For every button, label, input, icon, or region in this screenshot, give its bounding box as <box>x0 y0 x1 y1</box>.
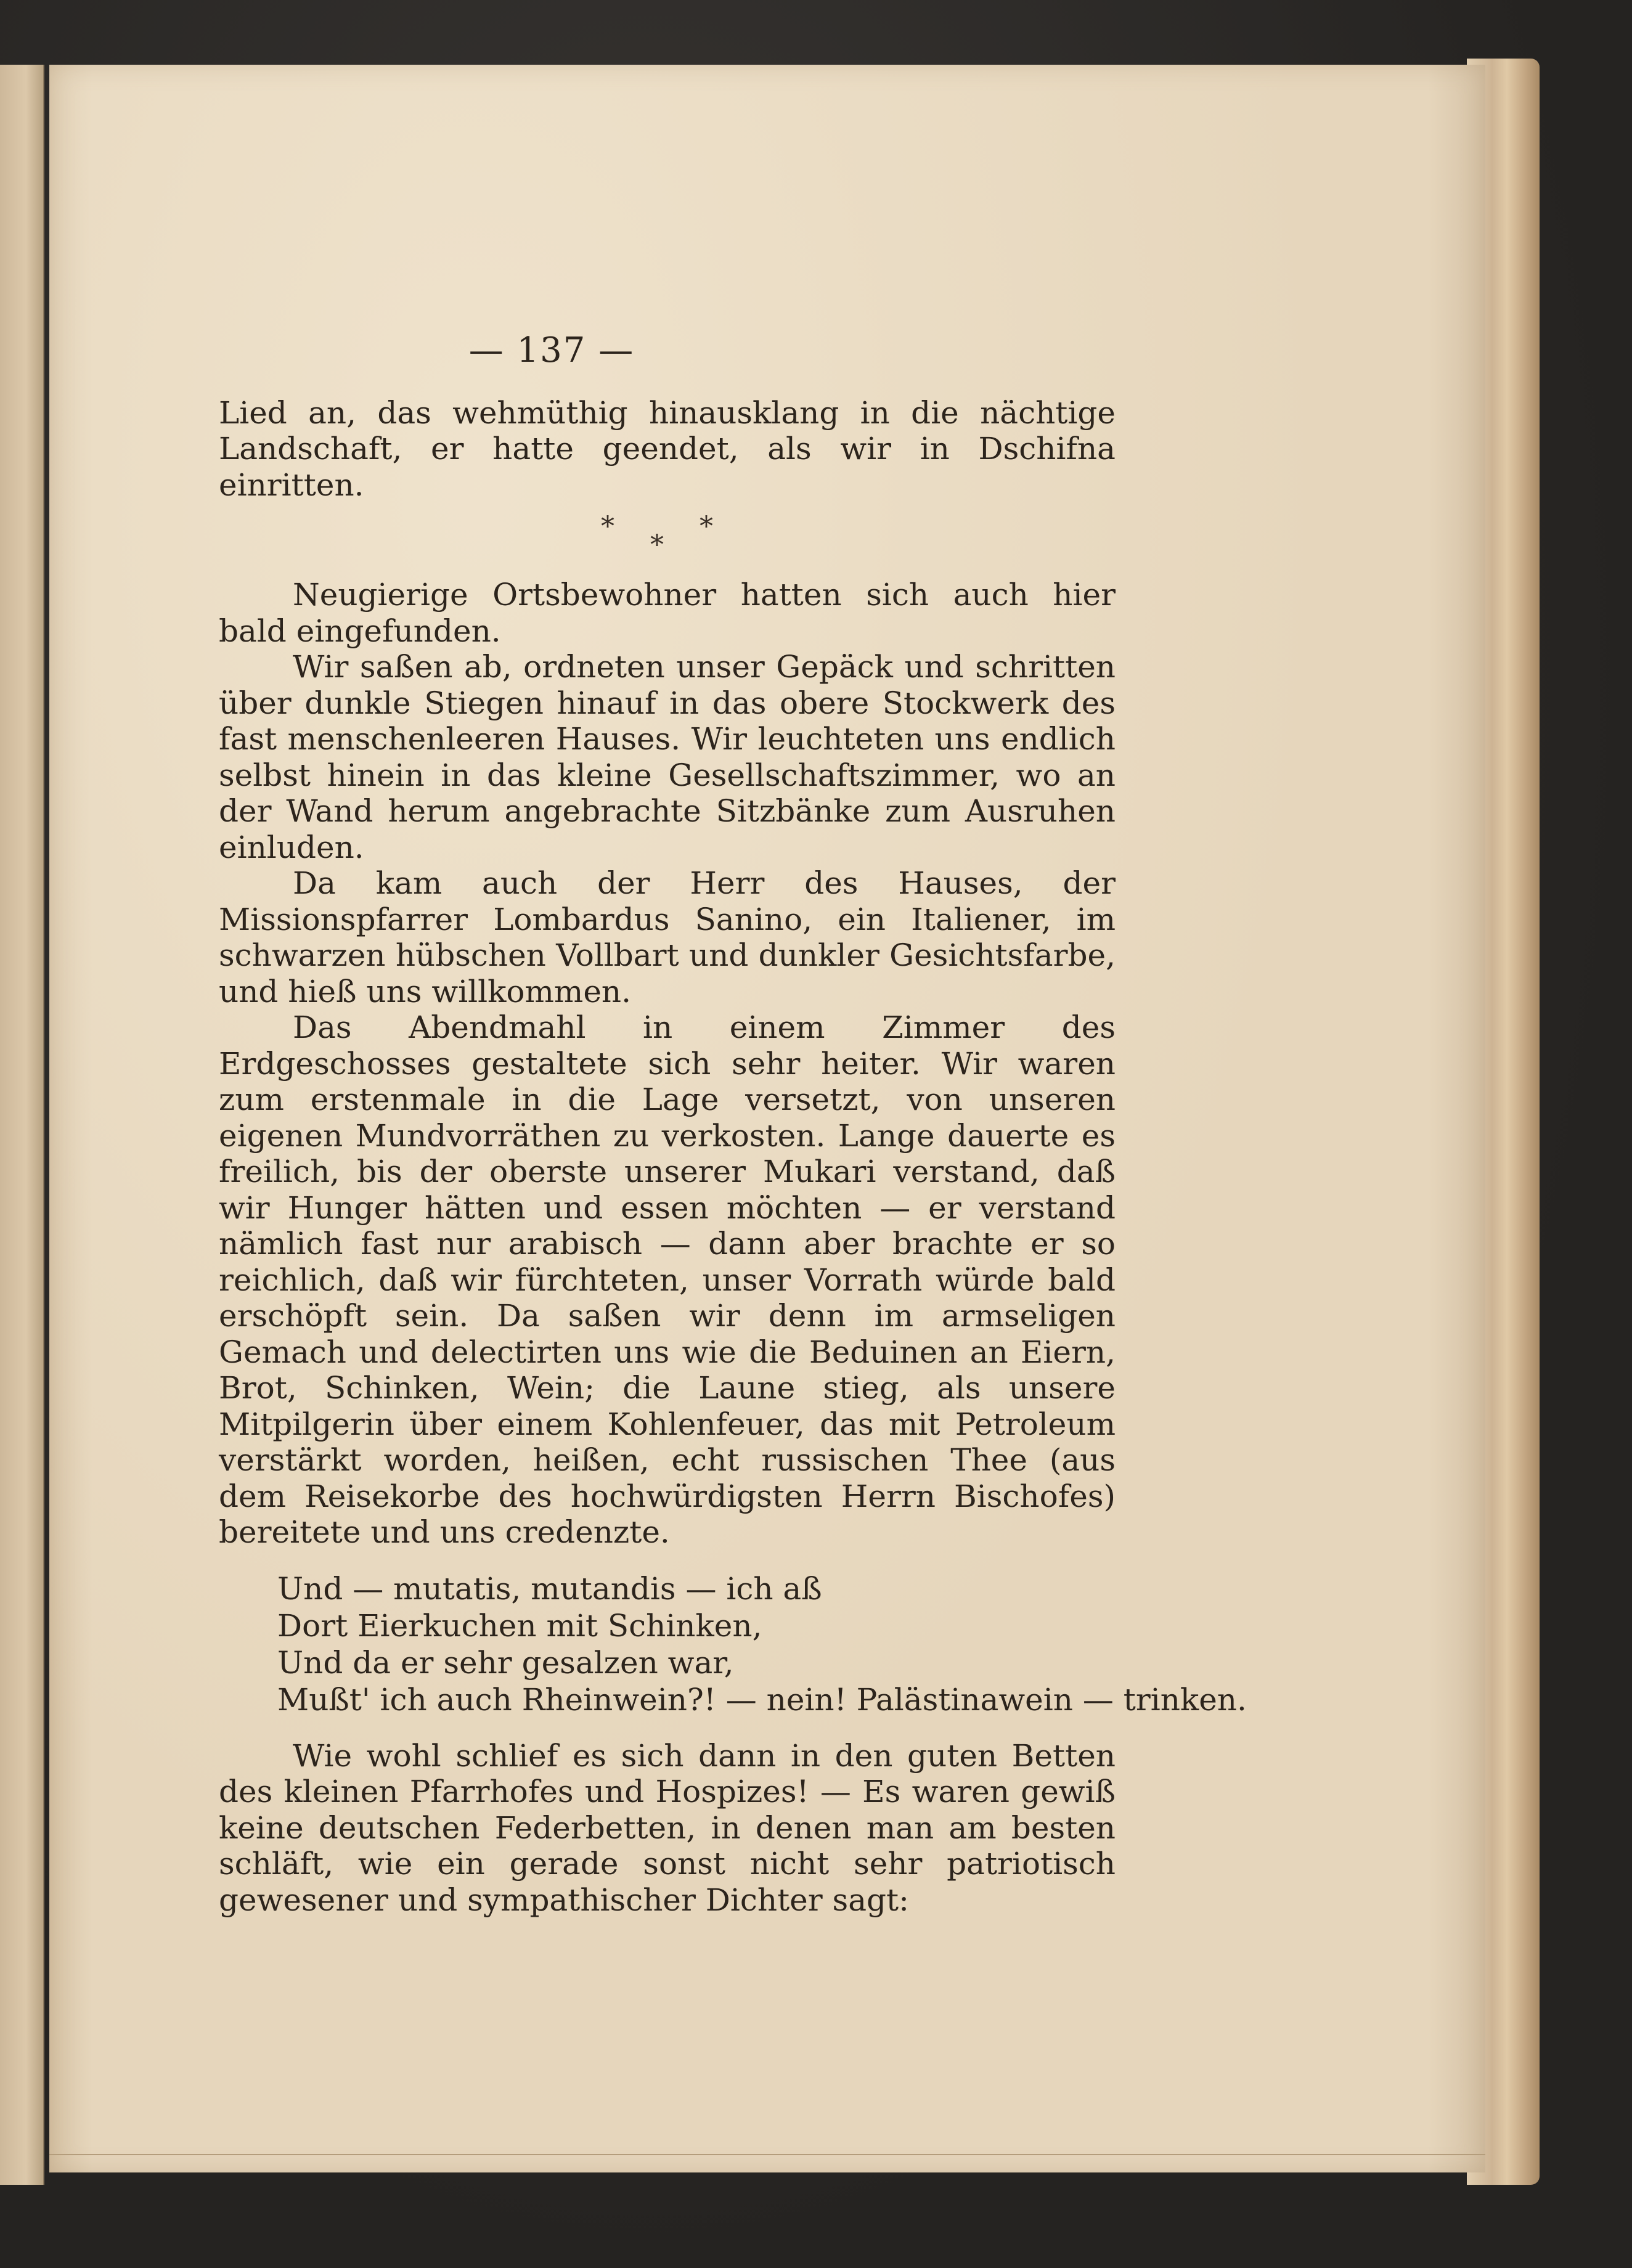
verse-line-2: Dort Eierkuchen mit Schinken, <box>277 1607 762 1644</box>
page-bottom-rule <box>49 2154 1485 2155</box>
asterism-divider <box>219 503 1116 577</box>
paragraph-2: Neugierige Ortsbewohner hatten sich auch hier bald eingefunden. <box>219 577 1116 649</box>
verse-line-3: Und da er sehr gesalzen war, <box>277 1644 734 1681</box>
paragraph-3: Wir saßen ab, ordneten unser Gepäck und schritten über dunkle Stiegen hinauf in das obere Stockwerk des fast menschenleeren Hauses. Wir leuchteten uns endlich selbst hinein in das kleine Gesellschaftszimmer, wo an der Wand herum angebrachte Sitzbänke zum Ausruhen einluden. <box>219 649 1116 865</box>
verse-line-1: Und — mutatis, mutandis — ich aß <box>277 1570 822 1607</box>
asterism-star-3: * <box>700 511 713 542</box>
paragraph-6: Wie wohl schlief es sich dann in den guten Betten des kleinen Pfarrhofes und Hospizes! — Es waren gewiß keine deutschen Federbetten, in denen man am besten schläft, wie ein gerade sonst nicht sehr patriotisch gewesener und sympathischer Dichter sagt: <box>219 1737 1116 1918</box>
page-text <box>219 330 1247 1918</box>
paragraph-4: Da kam auch der Herr des Hauses, der Missionspfarrer Lombardus Sanino, ein Italiener, im schwarzen hübschen Vollbart und dunkler Gesichtsfarbe, und hieß uns willkommen. <box>219 865 1116 1010</box>
left-page-edge <box>0 65 44 2185</box>
asterism-star-2: * <box>650 529 664 561</box>
paragraph-5: Das Abendmahl in einem Zimmer des Erdgeschosses gestaltete sich sehr heiter. Wir waren zum erstenmale in die Lage versetzt, von unseren eigenen Mundvorräthen zu verkosten. Lange dauerte es freilich, bis der oberste unserer Mukari verstand, daß wir Hunger hätten und essen möchten — er verstand nämlich fast nur arabisch — dann aber brachte er so reichlich, daß wir fürchteten, unser Vorrath würde bald erschöpft sein. Da saßen wir denn im armseligen Gemach und delectirten uns wie die Beduinen an Eiern, Brot, Schinken, Wein; die Laune stieg, als unsere Mitpilgerin über einem Kohlenfeuer, das mit Petroleum verstärkt worden, heißen, echt russischen Thee (aus dem Reisekorbe des hochwürdigsten Herrn Bischofes) bereitete und uns credenzte. <box>219 1010 1116 1550</box>
page-number: — 137 — <box>468 330 635 370</box>
asterism-star-1: * <box>601 511 614 542</box>
verse-block <box>277 1570 1247 1718</box>
verse-line-4: Mußt' ich auch Rheinwein?! — nein! Palästinawein — trinken. <box>277 1681 1247 1718</box>
paragraph-1: Lied an, das wehmüthig hinausklang in die nächtige Landschaft, er hatte geendet, als wir in Dschifna einritten. <box>219 394 1116 503</box>
